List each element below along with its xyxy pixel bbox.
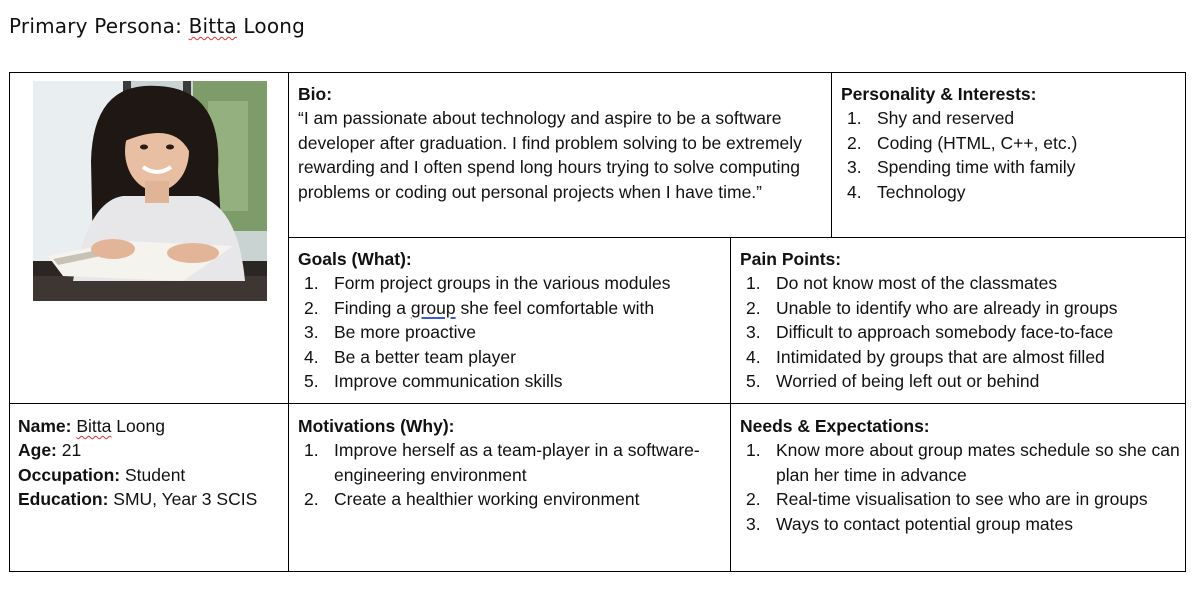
page-title-first-name: Bitta — [188, 14, 237, 38]
table-divider-row1 — [288, 237, 1186, 238]
needs-cell — [740, 414, 1182, 536]
persona-photo — [33, 81, 267, 301]
needs-list — [740, 438, 1182, 536]
list-item: 5. Worried of being left out or behind — [746, 371, 1040, 392]
table-divider-col1 — [288, 72, 289, 572]
bio-cell — [298, 82, 826, 204]
page-title — [9, 14, 305, 38]
profile-cell — [18, 414, 284, 512]
needs-heading: Needs & Expectations: — [740, 416, 930, 436]
personality-list — [841, 106, 1181, 204]
list-item: 1. Know more about group mates schedule so she can plan her time in advance — [746, 440, 1180, 485]
list-item: 1. Improve herself as a team-player in a software-engineering environment — [304, 440, 700, 485]
list-item: 4. Be a better team player — [304, 346, 516, 367]
pain-points-cell — [740, 247, 1182, 393]
page-title-last-name: Loong — [236, 14, 306, 38]
table-divider-row2 — [9, 403, 1186, 404]
list-item: 2. Create a healthier working environment — [304, 489, 640, 510]
table-divider-bio-right — [831, 72, 832, 238]
pain-points-heading: Pain Points: — [740, 249, 842, 269]
profile-age: Age: 21 — [18, 440, 82, 461]
list-item: 3. Ways to contact potential group mates — [746, 513, 1074, 534]
motivations-list — [298, 438, 726, 511]
list-item: 4. Intimidated by groups that are almost filled — [746, 346, 1105, 367]
profile-name: Name: Bitta Loong — [18, 416, 165, 436]
goals-list — [298, 271, 726, 393]
profile-education: Education: SMU, Year 3 SCIS — [18, 489, 258, 510]
list-item: 2. Coding (HTML, C++, etc.) — [847, 132, 1078, 153]
list-item: 3. Difficult to approach somebody face-to-face — [746, 322, 1114, 343]
personality-heading: Personality & Interests: — [841, 84, 1037, 104]
list-item: 3. Spending time with family — [847, 157, 1076, 178]
list-item: 3. Be more proactive — [304, 322, 477, 343]
motivations-heading: Motivations (Why): — [298, 416, 455, 436]
bio-text: “I am passionate about technology and aspire to be a software developer after graduation. I find problem solving to be extremely rewarding and I often spend long hours trying to solve computing problems or coding out personal projects when I have time.” — [298, 108, 802, 202]
page-title-prefix: Primary Persona: — [9, 14, 189, 38]
list-item: 1. Form project groups in the various modules — [304, 273, 671, 294]
list-item: 1. Shy and reserved — [847, 108, 1015, 129]
list-item: 2. Real-time visualisation to see who are in groups — [746, 489, 1148, 510]
pain-points-list — [740, 271, 1182, 393]
goals-cell — [298, 247, 726, 393]
list-item: 4. Technology — [847, 181, 966, 202]
table-divider-col3 — [730, 237, 731, 572]
list-item: 1. Do not know most of the classmates — [746, 273, 1058, 294]
profile-occupation: Occupation: Student — [18, 464, 186, 485]
list-item: 5. Improve communication skills — [304, 371, 563, 392]
goals-heading: Goals (What): — [298, 249, 412, 269]
list-item: 2. Unable to identify who are already in groups — [746, 297, 1118, 318]
personality-cell — [841, 82, 1181, 204]
motivations-cell — [298, 414, 726, 512]
bio-heading: Bio: — [298, 84, 333, 104]
grammar-flag: group — [410, 297, 456, 318]
list-item: 2. Finding a group she feel comfortable with — [304, 297, 655, 318]
